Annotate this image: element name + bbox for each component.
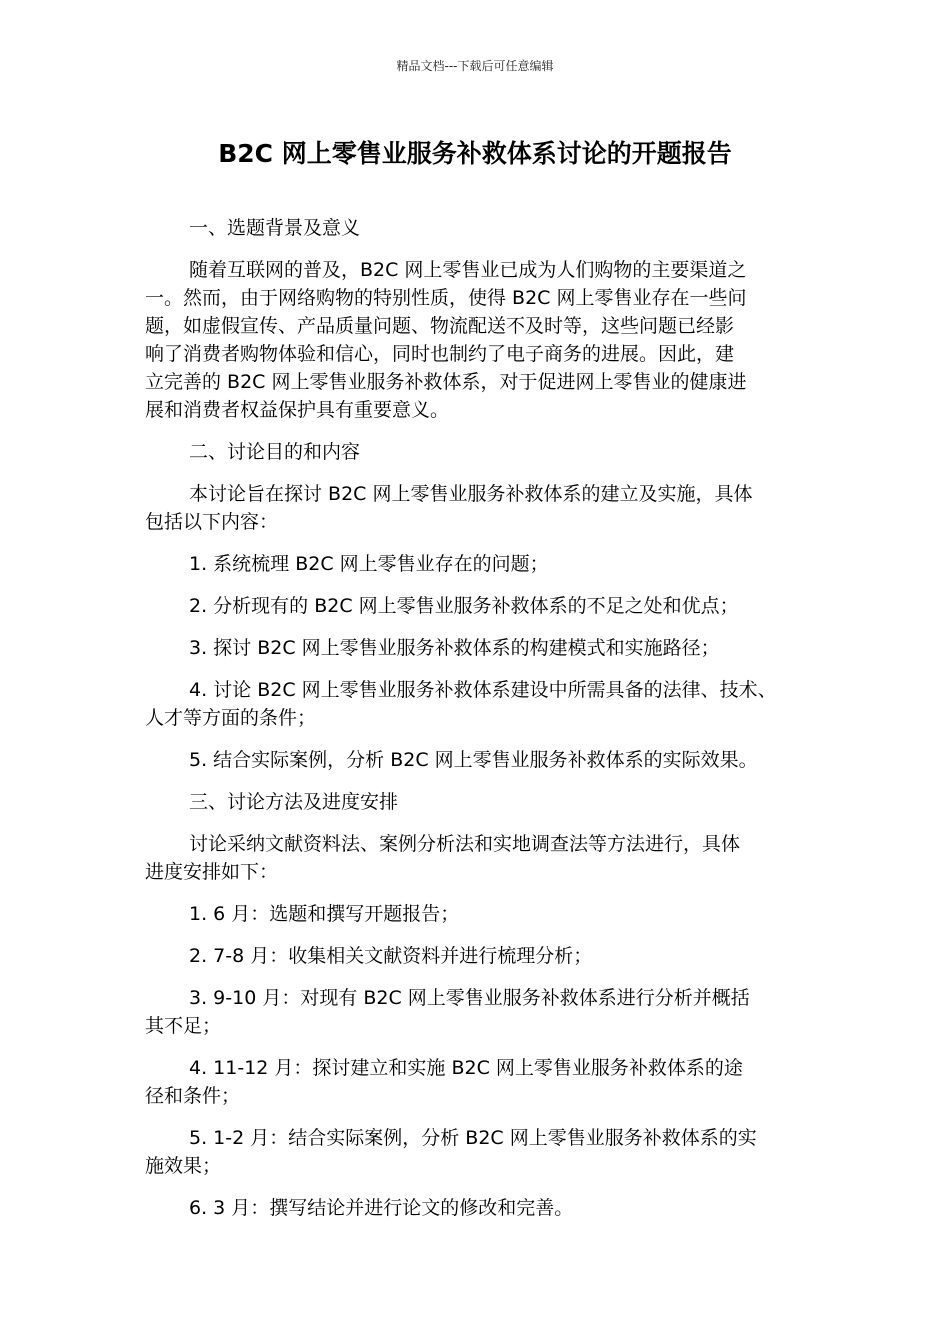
paragraph-line: 一。然而，由于网络购物的特别性质，使得 B2C 网上零售业存在一些问 [145, 287, 747, 309]
list-item-line: 4. 11-12 月：探讨建立和实施 B2C 网上零售业服务补救体系的途 [189, 1057, 743, 1079]
paragraph-line: 讨论采纳文献资料法、案例分析法和实地调查法等方法进行，具体 [189, 833, 741, 855]
list-item-line: 6. 3 月：撰写结论并进行论文的修改和完善。 [189, 1197, 574, 1219]
list-item-line: 径和条件； [145, 1085, 241, 1107]
list-item-line: 2. 7-8 月：收集相关文献资料并进行梳理分析； [189, 945, 593, 967]
list-item [145, 550, 820, 578]
list-item-line: 人才等方面的条件； [145, 707, 317, 729]
document-title: B2C 网上零售业服务补救体系讨论的开题报告 [218, 139, 732, 168]
list-item-line: 5. 结合实际案例，分析 B2C 网上零售业服务补救体系的实际效果。 [189, 749, 758, 771]
list-item-line: 4. 讨论 B2C 网上零售业服务补救体系建设中所需具备的法律、技术、 [189, 679, 777, 701]
list-item [145, 900, 820, 928]
list-item [145, 942, 820, 970]
list-item-line: 其不足； [145, 1015, 222, 1037]
paragraph-line: 进度安排如下： [145, 861, 279, 883]
list-item-line: 2. 分析现有的 B2C 网上零售业服务补救体系的不足之处和优点； [189, 595, 739, 617]
document-body [145, 214, 820, 1236]
list-item [145, 984, 820, 1040]
list-item [145, 1124, 820, 1180]
list-item-line: 1. 6 月：选题和撰写开题报告； [189, 903, 460, 925]
paragraph-line: 题，如虚假宣传、产品质量问题、物流配送不及时等，这些问题已经影 [145, 315, 735, 337]
list-item-line: 3. 9-10 月：对现有 B2C 网上零售业服务补救体系进行分析并概括 [189, 987, 750, 1009]
paragraph-line: 本讨论旨在探讨 B2C 网上零售业服务补救体系的建立及实施，具体 [189, 483, 753, 505]
paragraph-line: 展和消费者权益保护具有重要意义。 [145, 399, 450, 421]
paragraph-line: 响了消费者购物体验和信心，同时也制约了电子商务的进展。因此，建 [145, 343, 735, 365]
header-note: 精品文档---下载后可任意编辑 [396, 59, 554, 73]
list-item-line: 5. 1-2 月：结合实际案例，分析 B2C 网上零售业服务补救体系的实 [189, 1127, 757, 1149]
list-item [145, 746, 820, 774]
list-item-line: 3. 探讨 B2C 网上零售业服务补救体系的构建模式和实施路径； [189, 637, 720, 659]
list-item [145, 1054, 820, 1110]
list-item [145, 634, 820, 662]
list-item-line: 1. 系统梳理 B2C 网上零售业存在的问题； [189, 553, 549, 575]
paragraph-line: 包括以下内容： [145, 511, 279, 533]
paragraph-line: 随着互联网的普及，B2C 网上零售业已成为人们购物的主要渠道之 [189, 259, 747, 281]
section3-intro [145, 830, 820, 886]
list-item [145, 592, 820, 620]
list-item [145, 676, 820, 732]
list-item [145, 1194, 820, 1222]
list-item-line: 施效果； [145, 1155, 222, 1177]
section-heading-2: 二、讨论目的和内容 [189, 441, 361, 463]
paragraph-line: 立完善的 B2C 网上零售业服务补救体系，对于促进网上零售业的健康进 [145, 371, 747, 393]
section2-intro [145, 480, 820, 536]
section-heading-1: 一、选题背景及意义 [189, 217, 361, 239]
section1-paragraph [145, 256, 820, 424]
section-heading-3: 三、讨论方法及进度安排 [189, 791, 399, 813]
